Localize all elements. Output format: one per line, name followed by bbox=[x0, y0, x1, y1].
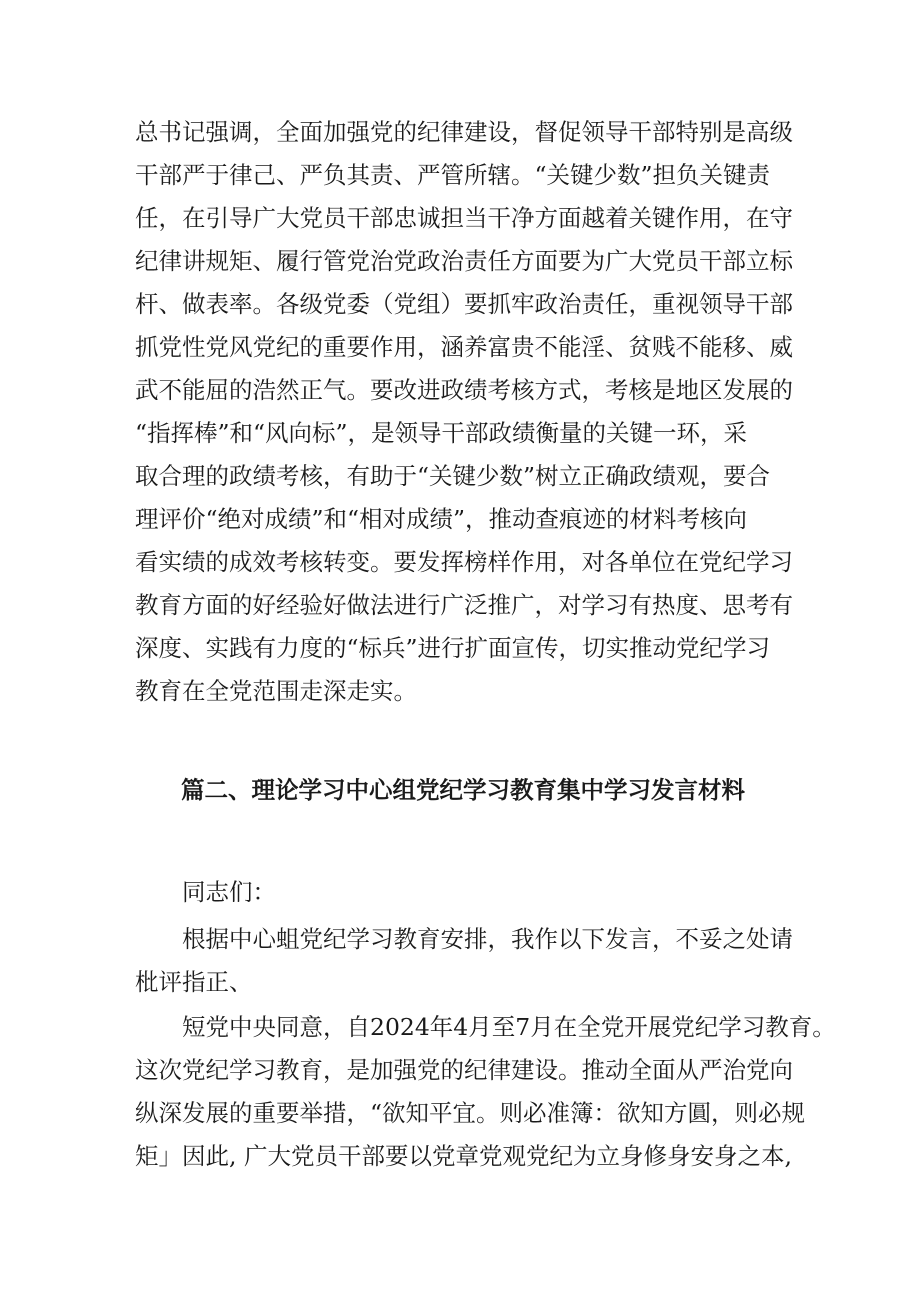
paragraph-line: 纵深发展的重要举措，“欲知平宜。则必准簿：欲知方圓，则必规 bbox=[135, 1099, 806, 1127]
paragraph-line: 任，在引导广大党员干部忠诚担当干净方面越着关键作用，在守 bbox=[135, 204, 793, 232]
paragraph-line: 根据中心蛆党纪学习教育安排，我作以下发言，不妥之处请 bbox=[182, 925, 793, 953]
paragraph-line: 教育在全党范围走深走实。 bbox=[135, 677, 417, 705]
paragraph-line: 深度、实践有力度的“标兵”进行扩面宣传，切实推动党纪学习 bbox=[135, 634, 771, 662]
paragraph-line: 纪律讲规矩、履行管党治党政治责任方面要为广大党员干部立标 bbox=[135, 247, 793, 275]
greeting: 同志们： bbox=[182, 878, 276, 906]
paragraph-line: 取合理的政绩考核，有助于“关键少数”树立正确政绩观，要合 bbox=[135, 462, 771, 490]
paragraph-line: 杆、做表率。各级党委（党组）要抓牢政治责任，重视领导干部 bbox=[135, 290, 793, 318]
paragraph-line: 抓党性党风党纪的重要作用，涵养富贵不能淫、贫贱不能移、威 bbox=[135, 333, 793, 361]
paragraph-line: 矩」因此, 广大党员干部要以党章党观党纪为立身修身安身之本, bbox=[135, 1142, 792, 1170]
paragraph-line: 短党中央同意，自2024年4月至7月在全党开展党纪学习教育。 bbox=[182, 1013, 836, 1041]
paragraph-line: 教育方面的好经验好做法进行广泛推广，对学习有热度、思考有 bbox=[135, 591, 793, 619]
paragraph-line: 总书记强调，全面加强党的纪律建设，督促领导干部特别是高级 bbox=[135, 118, 793, 146]
paragraph-line: 武不能屈的浩然正气。要改进政绩考核方式，考核是地区发展的 bbox=[135, 376, 793, 404]
paragraph-line: 看实绩的成效考核转变。要发挥榜样作用，对各单位在党纪学习 bbox=[135, 548, 793, 576]
paragraph-line: 理评价“绝对成绩”和“相对成绩”，推动查痕迹的材料考核向 bbox=[135, 505, 748, 533]
paragraph-line: 干部严于律己、严负其责、严管所辖。“关键少数”担负关键责 bbox=[135, 161, 771, 189]
paragraph-line: “指挥棒”和“风向标”，是领导干部政绩衡量的关键一环，采 bbox=[135, 419, 748, 447]
paragraph-line: 枇评指正、 bbox=[135, 968, 253, 996]
section-heading: 篇二、理论学习中心组党纪学习教育集中学习发言材料 bbox=[181, 776, 745, 804]
paragraph-line: 这次党纪学习教育，是加强党的纪律建设。推动全面从严治党向 bbox=[135, 1056, 793, 1084]
